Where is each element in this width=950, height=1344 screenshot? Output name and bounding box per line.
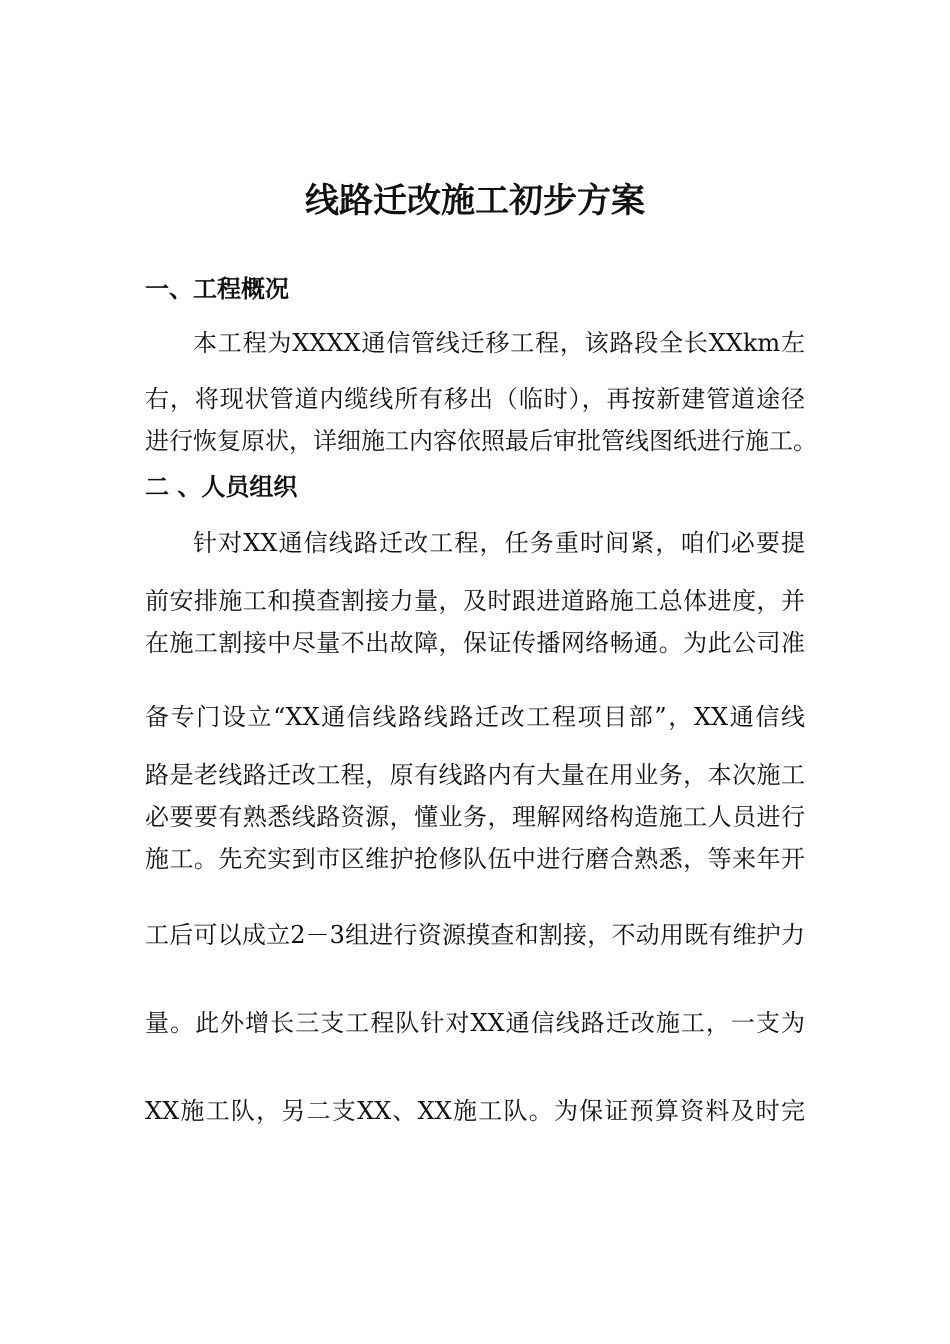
paragraph-line: 路是老线路迁改工程，原有线路内有大量在用业务，本次施工 — [145, 761, 805, 789]
paragraph-line: 右，将现状管道内缆线所有移出（临时），再按新建管道途径 — [145, 385, 805, 413]
paragraph-line: 在施工割接中尽量不出故障，保证传播网络畅通。为此公司准 — [145, 629, 805, 657]
paragraph-line: 量。此外增长三支工程队针对XX通信线路迁改施工，一支为 — [145, 1009, 805, 1037]
paragraph-line: 施工。先充实到市区维护抢修队伍中进行磨合熟悉，等来年开 — [145, 845, 805, 873]
paragraph-line: 必要要有熟悉线路资源，懂业务，理解网络构造施工人员进行 — [145, 803, 805, 831]
paragraph-line: 前安排施工和摸查割接力量，及时跟进道路施工总体进度，并 — [145, 587, 805, 615]
paragraph-line: 本工程为XXXX通信管线迁移工程，该路段全长XXkm左 — [193, 329, 805, 357]
paragraph-line: 针对XX通信线路迁改工程，任务重时间紧，咱们必要提 — [193, 529, 805, 557]
paragraph-line: 备专门设立“XX通信线路线路迁改工程项目部”，XX通信线 — [145, 703, 805, 731]
section-heading-overview: 一、工程概况 — [145, 274, 289, 303]
section-heading-staffing: 二 、人员组织 — [145, 472, 298, 501]
paragraph-line: XX施工队，另二支XX、XX施工队。为保证预算资料及时完 — [145, 1097, 805, 1125]
paragraph-line: 工后可以成立2－3组进行资源摸查和割接，不动用既有维护力 — [145, 921, 805, 949]
paragraph-line: 进行恢复原状，详细施工内容依照最后审批管线图纸进行施工。 — [145, 427, 817, 455]
document-title: 线路迁改施工初步方案 — [305, 181, 645, 221]
